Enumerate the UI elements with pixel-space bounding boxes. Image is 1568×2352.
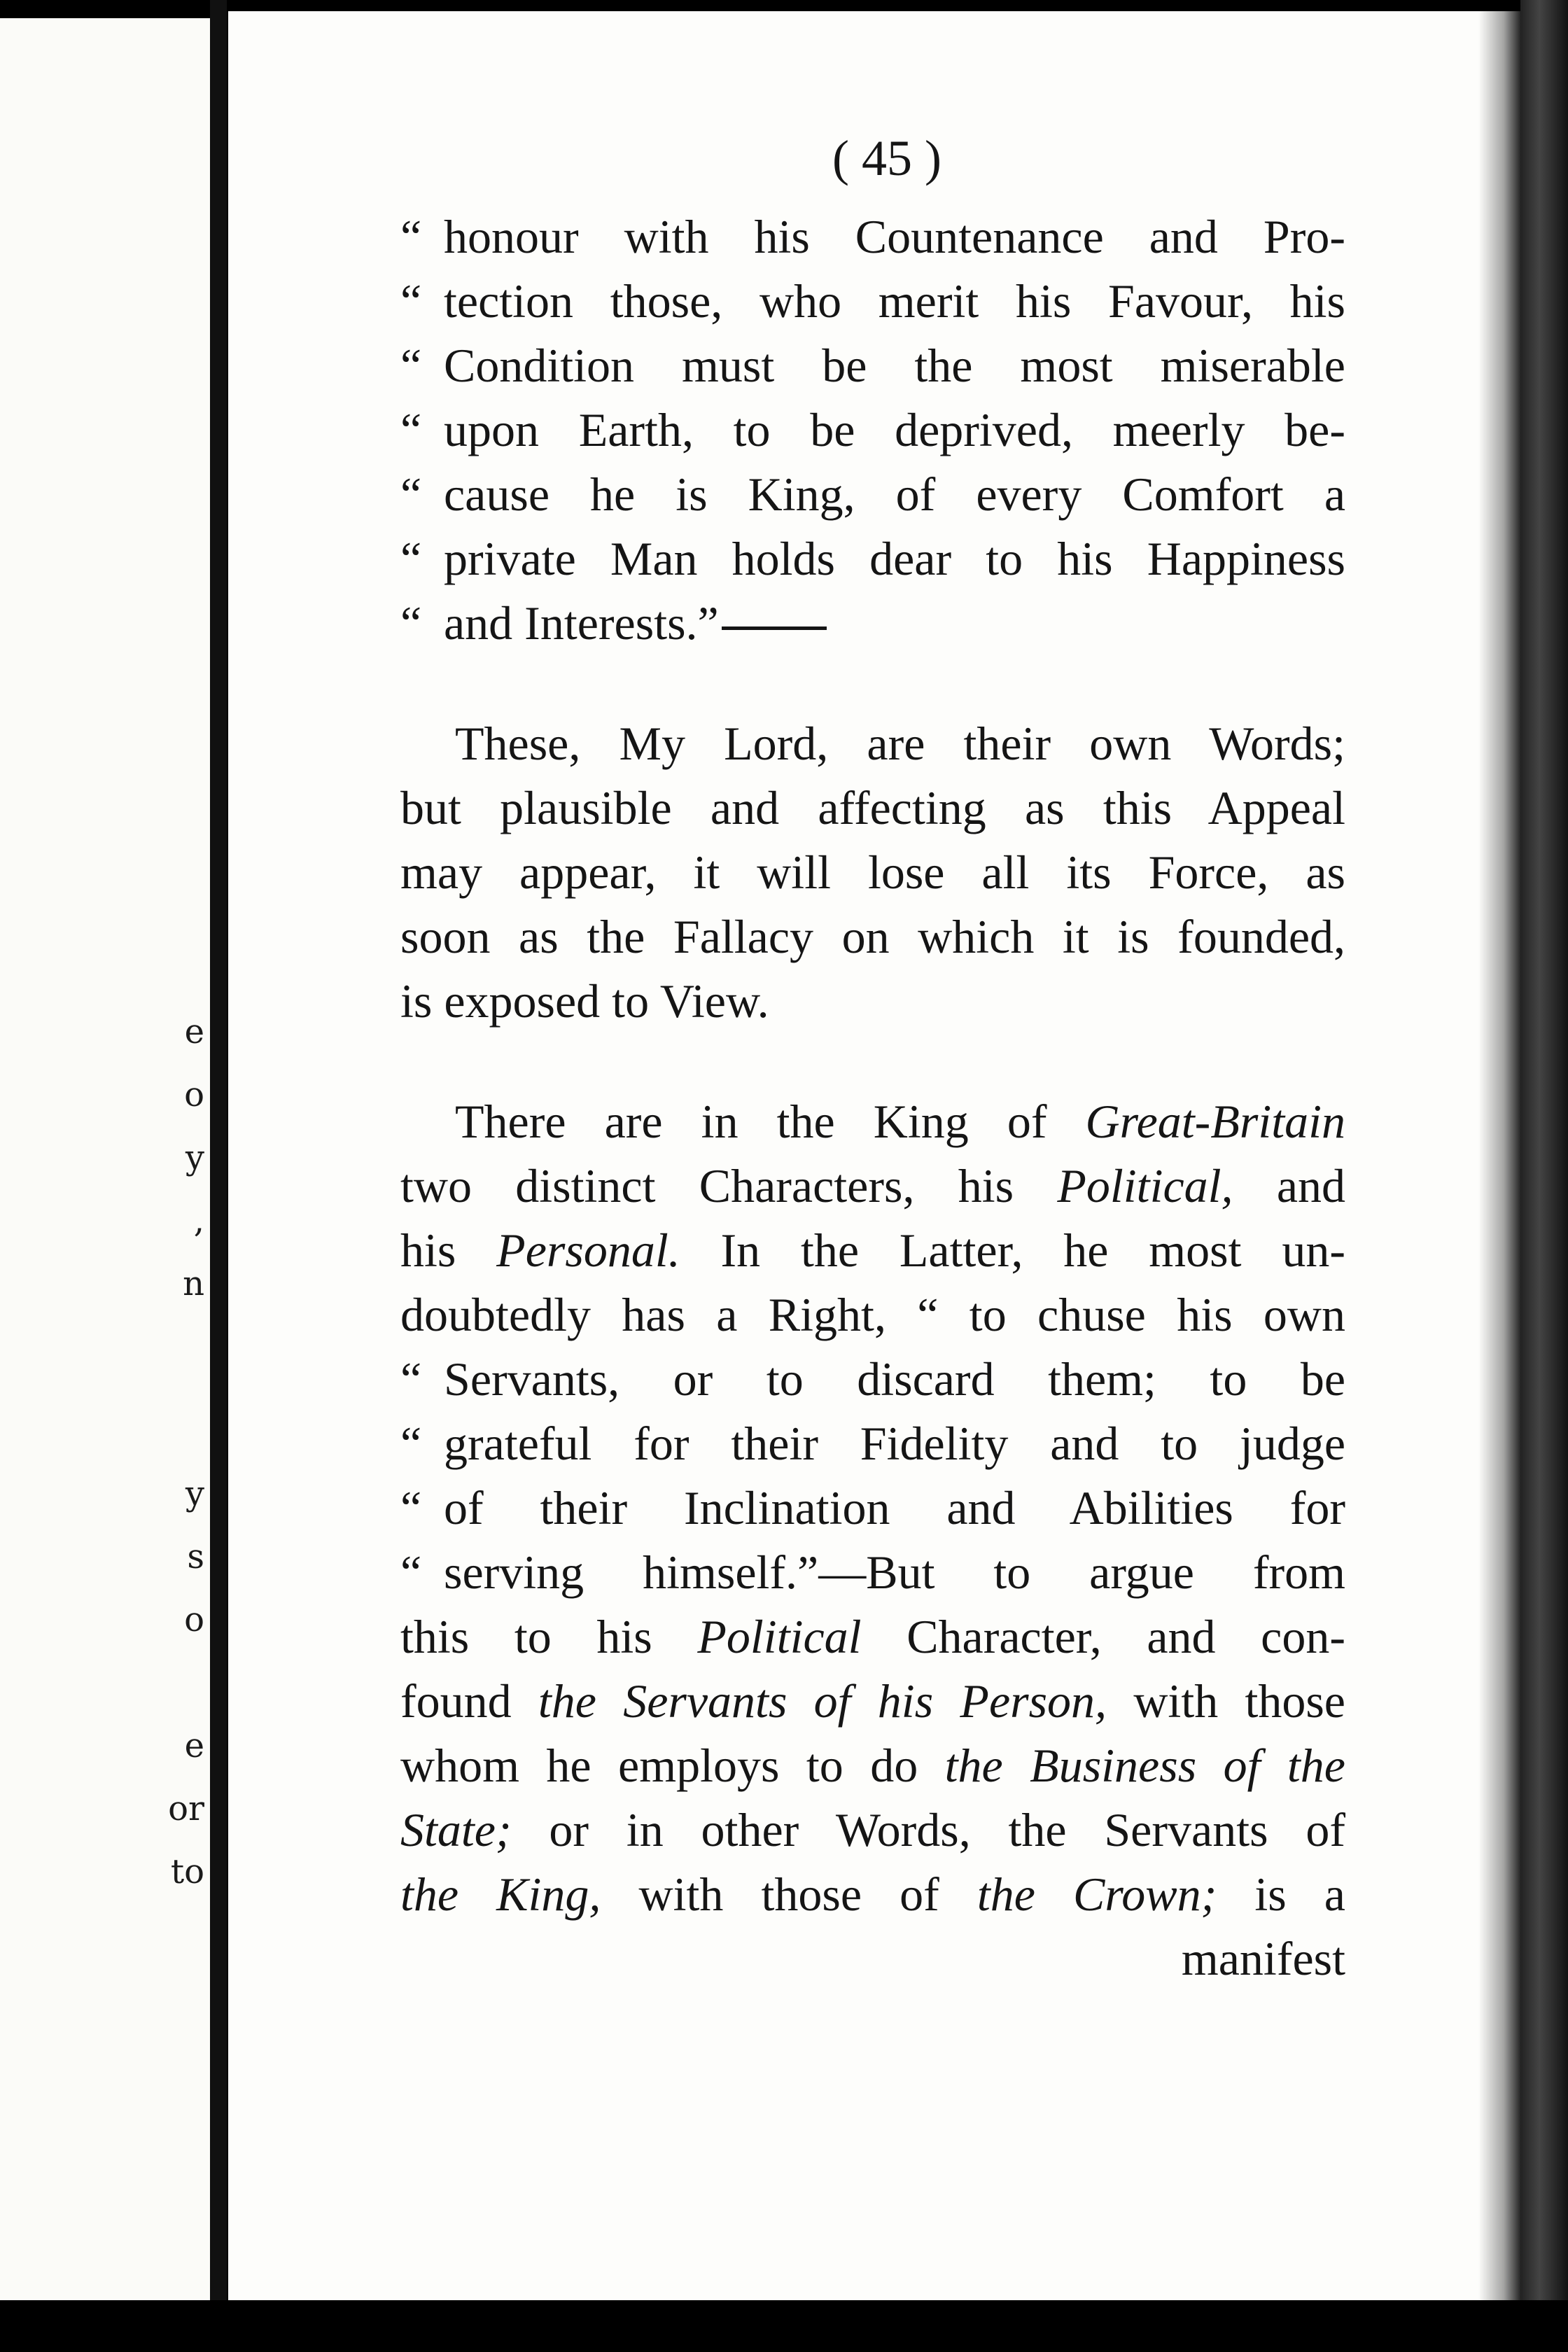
page-number: ( 45 ) [832,130,941,186]
text-line: “ serving himself.”—But to argue from [400,1546,1345,1599]
text-line: this to his Political Character, and con- [400,1610,1345,1663]
left-page-fragment: s [187,1537,204,1576]
text-line: but plausible and affecting as this Appeal [400,781,1345,834]
book-gutter [210,0,227,2352]
left-page-fragment: e [184,1012,204,1051]
scan-border [0,2300,1568,2352]
left-page-fragment: y [185,1138,204,1177]
text-line: “ private Man holds dear to his Happiness [400,532,1345,585]
text-line: whom he employs to do the Business of the [400,1739,1345,1792]
closing-rule [722,626,827,630]
left-page-fragment: n [183,1264,204,1303]
text-line: “ of their Inclination and Abilities for [400,1481,1345,1534]
text-line: “ Servants, or to discard them; to be [400,1352,1345,1406]
text-line: “ tection those, who merit his Favour, his [400,274,1345,328]
left-page-fragment: , [193,1201,204,1240]
text-line: found the Servants of his Person, with those [400,1674,1345,1728]
text-line: is exposed to View. [400,974,769,1028]
text-line: “ honour with his Countenance and Pro- [400,210,1345,263]
left-page-fragment: or [168,1789,204,1828]
text-line: State; or in other Words, the Servants of [400,1803,1345,1856]
paragraph-quotation [400,204,1345,655]
page-edge-shadow [1478,11,1520,2300]
left-page-fragment: e [184,1726,204,1765]
left-page-fragment: to [170,1852,204,1891]
text-line: These, My Lord, are their own Words; [455,717,1345,770]
text-line: “ and Interests.” [400,591,1345,655]
book-edge [1520,0,1568,2352]
catchword: manifest [1181,1932,1345,1985]
text-line: soon as the Fallacy on which it is founded, [400,910,1345,963]
paragraph-characters [400,1089,1345,1926]
text-line: “ Condition must be the most miserable [400,339,1345,392]
text-line: There are in the King of Great-Britain [455,1095,1345,1148]
text-line: “ grateful for their Fidelity and to judge [400,1417,1345,1470]
text-line: may appear, it will lose all its Force, as [400,846,1345,899]
text-line: “ cause he is King, of every Comfort a [400,468,1345,521]
left-page-fragment: o [184,1600,204,1639]
text-line: the King, with those of the Crown; is a [400,1868,1345,1921]
left-page-fragment: y [185,1474,204,1513]
paragraph-words [400,711,1345,1033]
book-page [228,11,1520,2300]
page-text [400,123,1345,1991]
previous-page-edge [0,18,210,2300]
text-line: his Personal. In the Latter, he most un- [400,1224,1345,1277]
text-line: two distinct Characters, his Political, and [400,1159,1345,1212]
text-line: doubtedly has a Right, “ to chuse his own [400,1288,1345,1341]
left-page-fragment: o [184,1075,204,1114]
text-line: “ upon Earth, to be deprived, meerly be- [400,403,1345,456]
